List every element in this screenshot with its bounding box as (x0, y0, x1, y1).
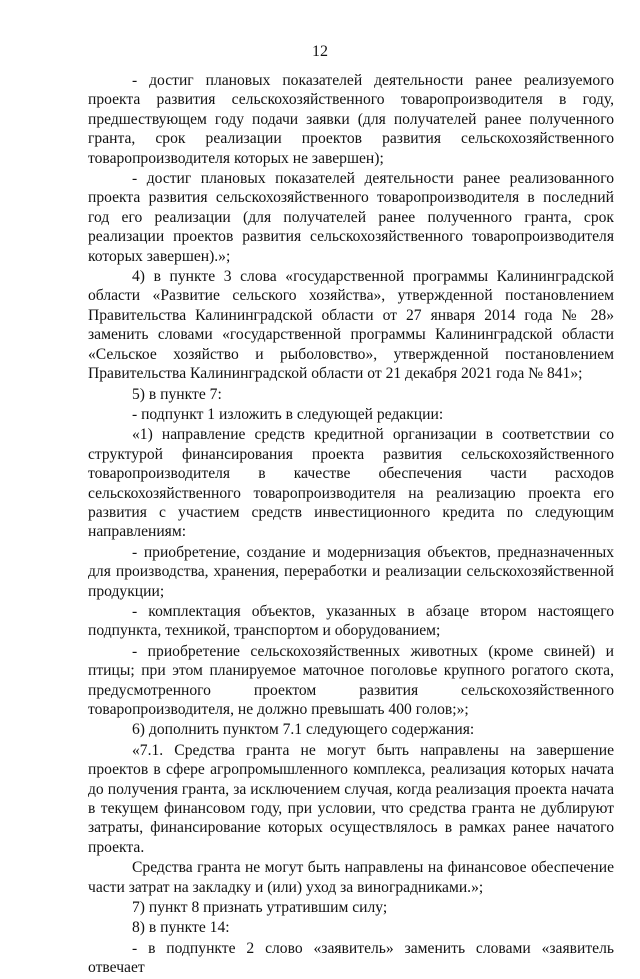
paragraph-14: 8) в пункте 14: (132, 919, 230, 937)
paragraph-12: Средства гранта не могут быть направлены на финансовое обеспечение части затрат на закладку и (или) уход за виноградниками.»; (88, 859, 614, 896)
paragraph-10: 6) дополнить пунктом 7.1 следующего содержания: (132, 721, 475, 739)
paragraph-6: «1) направление средств кредитной организации в соответствии со структурой финансирования проекта развития сельскохозяйственного товаропроизводителя в качестве обеспечения части расходов сельскохозяйственного товаропроизводителя на реализацию проекта его развития с участием средств инвестиционного кредита по следующим направлениям: (88, 426, 614, 541)
paragraph-3: 4) в пункте 3 слова «государственной программы Калининградской области «Развитие сельского хозяйства», утвержденной постановлением Правительства Калининградской области от 27 января 2014 года № 28» заменить словами «государственной программы Калининградской области «Сельское хозяйство и рыболовство», утвержденной постановлением Правительства Калининградской области от 21 декабря 2021 года № 841»; (88, 268, 614, 383)
paragraph-13: 7) пункт 8 признать утратившим силу; (132, 899, 388, 917)
document-body (88, 71, 614, 979)
paragraph-8: - комплектация объектов, указанных в абзаце втором настоящего подпункта, техникой, транспортом и оборудованием; (88, 602, 614, 640)
paragraph-5: - подпункт 1 изложить в следующей редакции: (132, 405, 444, 423)
paragraph-1: - достиг плановых показателей деятельности ранее реализуемого проекта развития сельскохозяйственного товаропроизводителя в году, предшествующем году подачи заявки (для получателей ранее полученного гранта, срок реализации проектов развития сельскохозяйственного товаропроизводителя которых не завершен); (88, 72, 614, 167)
paragraph-11: «7.1. Средства гранта не могут быть направлены на завершение проектов в сфере агропромышленного комплекса, реализация которых начата до получения гранта, за исключением случая, когда реализация проекта начата в текущем финансовом году, при условии, что средства гранта не дублируют затраты, финансирование которых осуществлялось в рамках ранее начатого проекта. (88, 741, 614, 856)
paragraph-15: - в подпункте 2 слово «заявитель» заменить словами «заявитель отвечает (88, 939, 614, 977)
page-number: 12 (312, 43, 328, 60)
paragraph-2: - достиг плановых показателей деятельности ранее реализованного проекта развития сельскохозяйственного товаропроизводителя в последний год его реализации (для получателей ранее полученного гранта, срок реализации проектов развития сельскохозяйственного товаропроизводителя которых завершен).»; (88, 170, 614, 265)
paragraph-4: 5) в пункте 7: (132, 385, 222, 403)
paragraph-9: - приобретение сельскохозяйственных животных (кроме свиней) и птицы; при этом планируемое маточное поголовье крупного рогатого скота, предусмотренного проектом развития сельскохозяйственного товаропроизводителя, не должно превышать 400 голов;»; (88, 642, 614, 718)
paragraph-7: - приобретение, создание и модернизация объектов, предназначенных для производства, хранения, переработки и реализации сельскохозяйственной продукции; (88, 543, 614, 600)
